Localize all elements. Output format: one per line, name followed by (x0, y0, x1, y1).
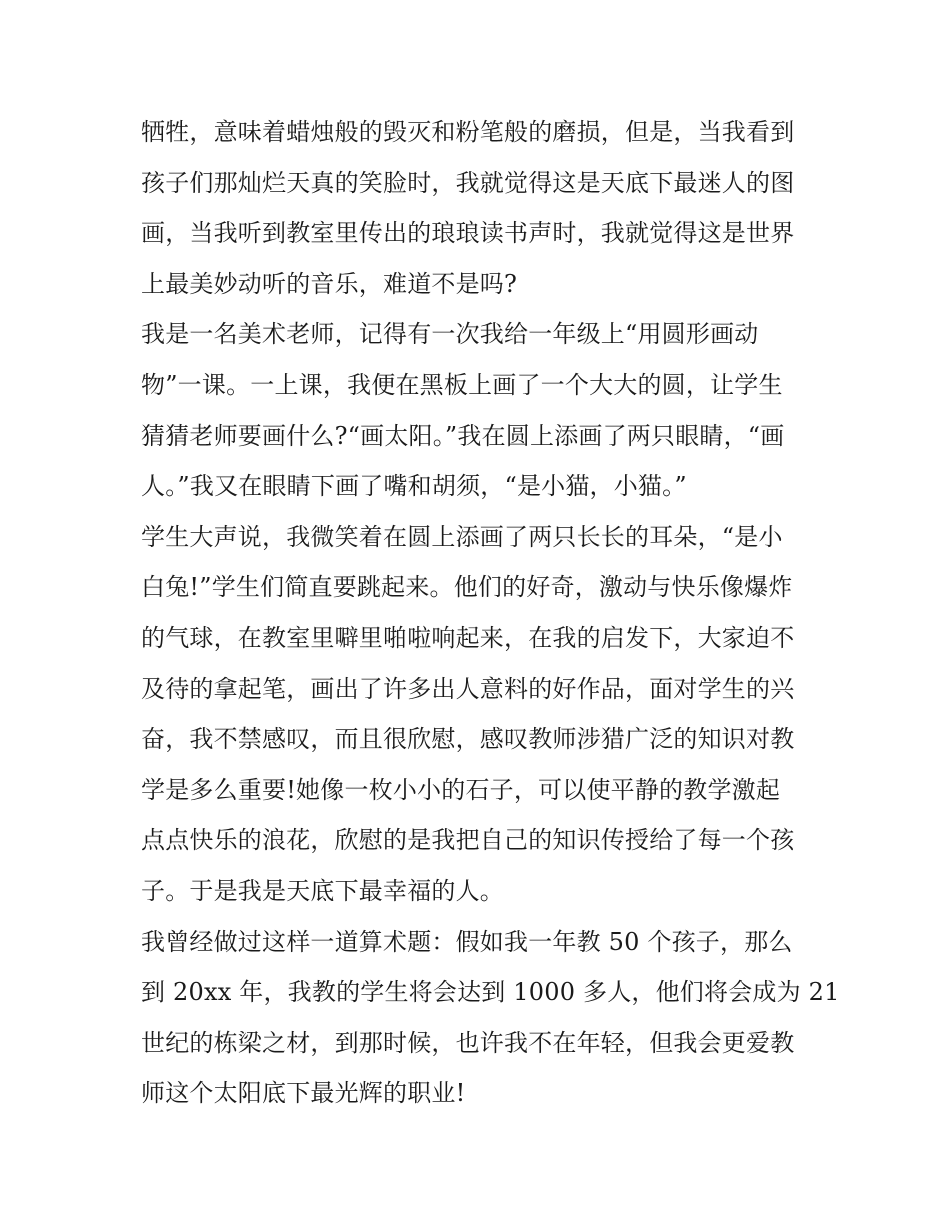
text-line: 世纪的栋梁之材，到那时候，也许我不在年轻，但我会更爱教 (141, 1028, 795, 1057)
text-line: 我曾经做过这样一道算术题：假如我一年教 50 个孩子，那么 (141, 927, 793, 956)
text-line: 奋，我不禁感叹，而且很欣慰，感叹教师涉猎广泛的知识对教 (141, 725, 795, 754)
text-line: 学是多么重要!她像一枚小小的石子，可以使平静的教学激起 (141, 775, 781, 804)
text-line: 点点快乐的浪花，欣慰的是我把自己的知识传授给了每一个孩 (141, 826, 795, 855)
text-line: 我是一名美术老师，记得有一次我给一年级上“用圆形画动 (141, 320, 759, 349)
text-line: 白兔!”学生们简直要跳起来。他们的好奇，激动与快乐像爆炸 (141, 573, 793, 602)
text-line: 学生大声说，我微笑着在圆上添画了两只长长的耳朵，“是小 (141, 522, 783, 551)
text-line: 到 20xx 年，我教的学生将会达到 1000 多人，他们将会成为 21 (141, 978, 840, 1007)
text-line: 画，当我听到教室里传出的琅琅读书声时，我就觉得这是世界 (141, 219, 795, 248)
text-line: 上最美妙动听的音乐，难道不是吗? (141, 269, 518, 298)
text-line: 孩子们那灿烂天真的笑脸时，我就觉得这是天底下最迷人的图 (141, 168, 795, 197)
text-line: 的气球，在教室里噼里啪啦响起来，在我的启发下，大家迫不 (141, 623, 795, 652)
text-line: 猜猜老师要画什么?“画太阳。”我在圆上添画了两只眼睛，“画 (141, 421, 785, 450)
text-line: 师这个太阳底下最光辉的职业! (141, 1079, 466, 1108)
document-body (141, 107, 840, 1119)
text-line: 及待的拿起笔，画出了许多出人意料的好作品，面对学生的兴 (141, 674, 795, 703)
text-line: 牺牲，意味着蜡烛般的毁灭和粉笔般的磨损，但是，当我看到 (141, 118, 795, 146)
text-line: 物”一课。一上课，我便在黑板上画了一个大大的圆，让学生 (141, 370, 783, 399)
text-line: 人。”我又在眼睛下画了嘴和胡须，“是小猫，小猫。” (141, 472, 687, 501)
text-line: 子。于是我是天底下最幸福的人。 (141, 876, 504, 905)
